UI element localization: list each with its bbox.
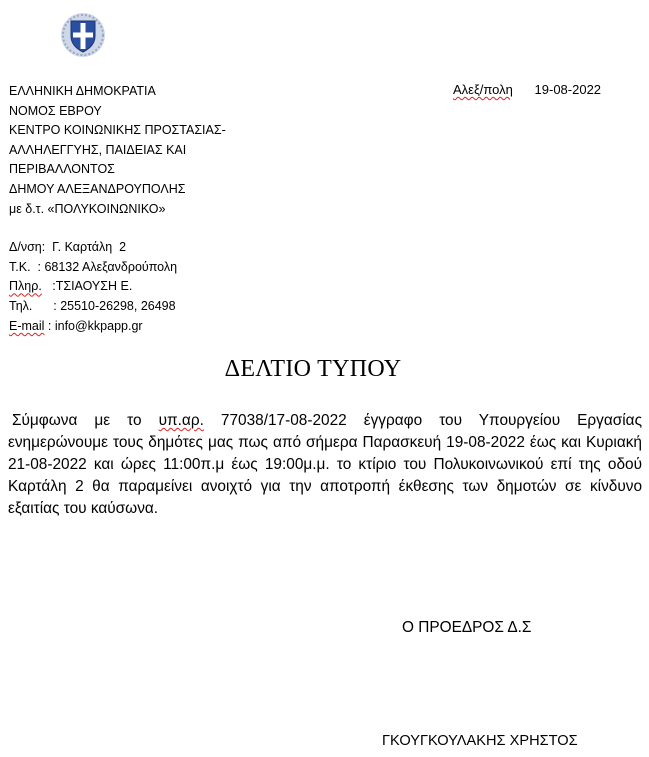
address-label: Δ/νση	[9, 240, 42, 254]
president-title: Ο ΠΡΟΕΔΡΟΣ Δ.Σ	[402, 619, 532, 636]
email-label: E-mail	[9, 318, 45, 333]
postcode-label: Τ.Κ.	[9, 259, 31, 274]
phone-value: : 25510-26298, 26498	[32, 299, 176, 314]
phone-line	[9, 297, 177, 317]
info-line	[9, 277, 177, 297]
header-line: ΕΛΛΗΝΙΚΗ ΔΗΜΟΚΡΑΤΙΑ	[9, 84, 156, 98]
issuer-header	[9, 82, 226, 219]
header-line: ΠΕΡΙΒΑΛΛΟΝΤΟΣ	[9, 162, 115, 177]
document-title: ΔΕΛΤΙΟ ΤΥΠΟΥ	[224, 356, 402, 382]
body-paragraph	[8, 410, 642, 520]
header-line: ΝΟΜΟΣ ΕΒΡΟΥ	[9, 103, 102, 118]
info-value: :ΤΣΙΑΟΥΣΗ Ε.	[41, 279, 133, 294]
info-label: Πληρ.	[9, 279, 42, 294]
header-line: με δ.τ. «ΠΟΛΥΚΟΙΝΩΝΙΚΟ»	[9, 201, 166, 216]
email-value: : info@kkpapp.gr	[44, 318, 143, 333]
greek-emblem-icon	[60, 12, 106, 58]
header-line: ΔΗΜΟΥ ΑΛΕΞΑΝΔΡΟΥΠΟΛΗΣ	[9, 181, 186, 196]
email-line	[9, 317, 177, 337]
body-text-start: Σύμφωνα με το	[12, 412, 159, 429]
contact-block	[9, 238, 177, 337]
body-text-rest: 77038/17-08-2022 έγγραφο του Υπουργείου Εργασίας ενημερώνουμε τους δημότες μας πως από σήμερα Παρασκευή 19-08-2022 έως και Κυριακή 21-08-2022 και ώρες 11:00π.μ έως 19:00μ.μ. το κτίριο του Πολυκοινωνικού επί της οδού Καρτάλη 2 θα παραμείνει ανοιχτό για την αποτροπή έκθεσης των δημοτών σε κίνδυνο εξαιτίας του καύσωνα.	[8, 412, 642, 517]
address-value: : Γ. Καρτάλη 2	[41, 240, 127, 254]
announcement-body	[8, 410, 642, 520]
header-line: ΑΛΛΗΛΕΓΓΥΗΣ, ΠΑΙΔΕΙΑΣ ΚΑΙ	[9, 142, 187, 157]
header-line: ΚΕΝΤΡΟ ΚΟΙΝΩΝΙΚΗΣ ΠΡΟΣΤΑΣΙΑΣ-	[9, 123, 226, 138]
phone-label: Τηλ.	[9, 299, 33, 314]
address-line	[9, 238, 177, 258]
signer-name: ΓΚΟΥΓΚΟΥΛΑΚΗΣ ΧΡΗΣΤΟΣ	[382, 733, 578, 749]
place: Αλεξ/πολη	[453, 82, 513, 97]
reference-number-label: υπ.αρ.	[158, 412, 204, 429]
place-date	[453, 82, 601, 97]
date: 19-08-2022	[534, 82, 602, 97]
postcode-line	[9, 258, 177, 278]
postcode-value: : 68132 Αλεξανδρούπολη	[30, 259, 178, 274]
